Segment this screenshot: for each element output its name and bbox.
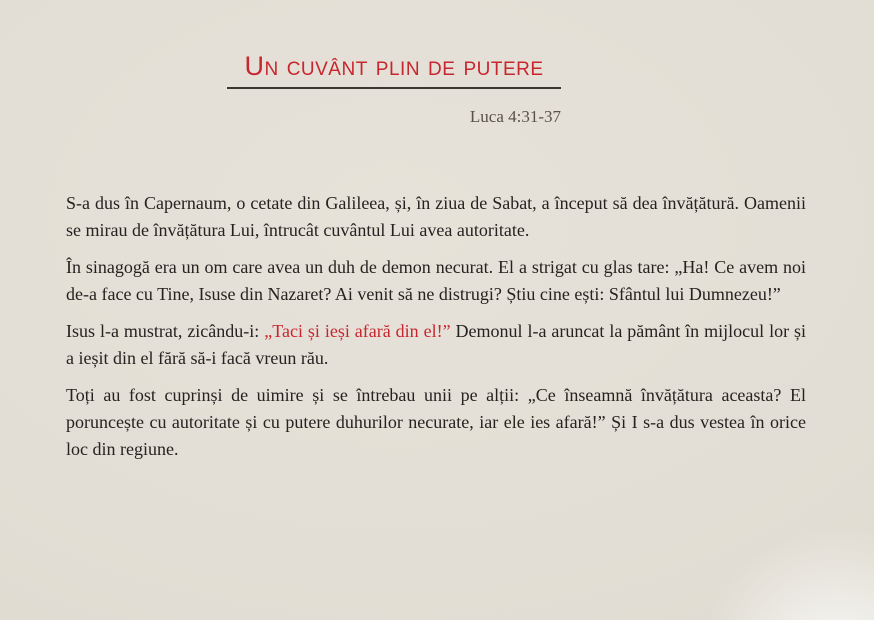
page-title: Un cuvânt plin de putere bbox=[244, 51, 544, 81]
body-text bbox=[66, 190, 806, 473]
text-segment: S-a dus în Capernaum, o cetate din Galileea, și, în ziua de Sabat, a început să dea învățătură. Oamenii se mirau de învățătura Lui, întrucât cuvântul Lui avea autoritate. bbox=[66, 193, 806, 240]
highlighted-quote: „Taci și ieși afară din el!” bbox=[264, 321, 451, 341]
text-segment: Demonul l-a aruncat la pământ în mijlocul lor și a ieșit din el fără să-i facă vreun rău. bbox=[66, 321, 807, 368]
text-segment: Toți au fost cuprinși de uimire și se întrebau unii pe alții: „Ce înseamnă învățătura aceasta? El poruncește cu autoritate și cu putere duhurilor necurate, iar ele ies afară!” Și I s-a dus vestea în orice loc din regiune. bbox=[66, 385, 806, 459]
title-block bbox=[227, 50, 561, 89]
paragraph bbox=[66, 254, 806, 308]
paragraph bbox=[66, 382, 806, 463]
verse-reference: Luca 4:31-37 bbox=[469, 107, 561, 126]
text-segment: Isus l-a mustrat, zicându-i: bbox=[66, 321, 265, 341]
paragraph bbox=[66, 318, 806, 372]
text-segment: În sinagogă era un om care avea un duh de demon necurat. El a strigat cu glas tare: „Ha! Ce avem noi de-a face cu Tine, Isuse din Nazaret? Ai venit să ne distrugi? Știu cine ești: Sfântul lui Dumnezeu!” bbox=[66, 257, 806, 304]
paragraph bbox=[66, 190, 806, 244]
